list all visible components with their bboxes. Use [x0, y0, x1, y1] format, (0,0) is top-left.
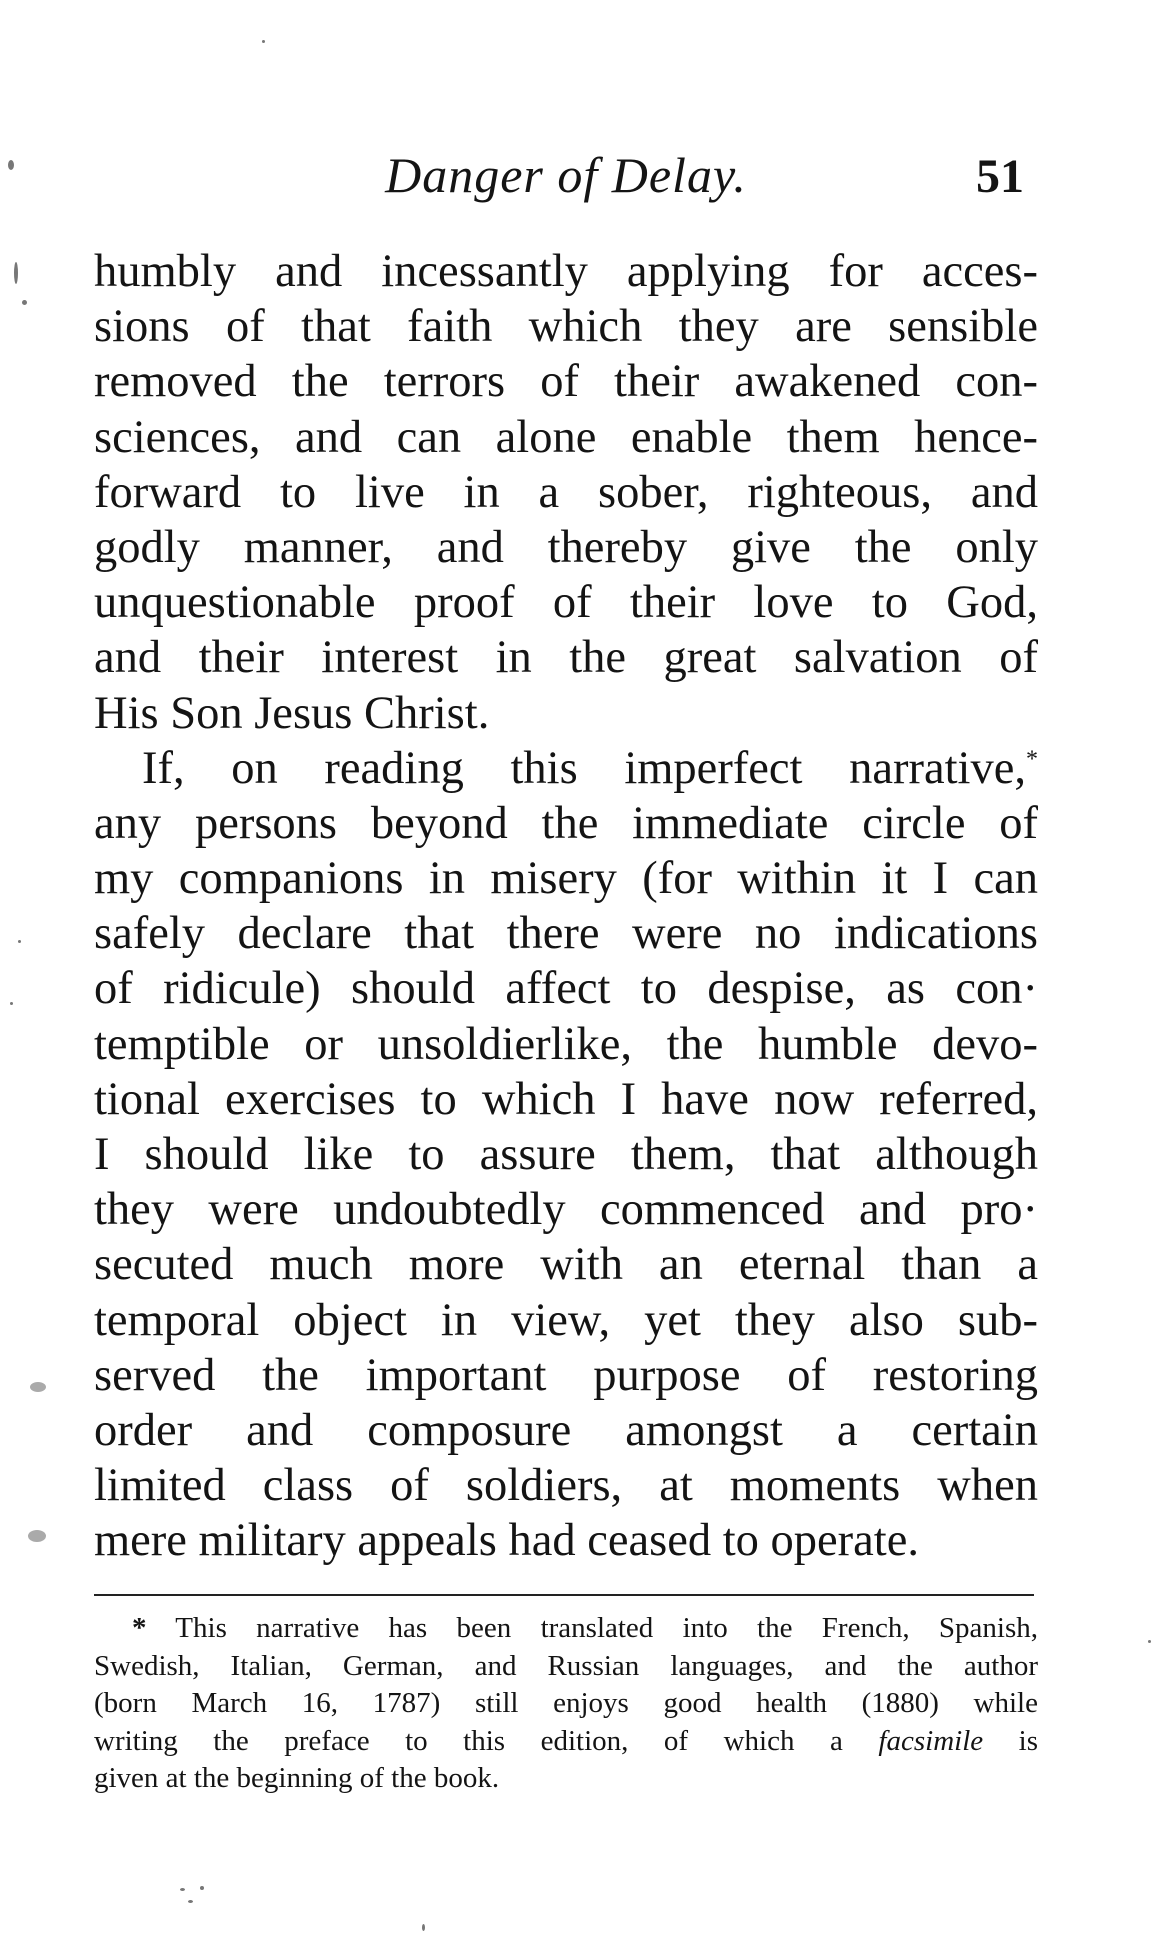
text-line: sciences, and can alone enable them hence-	[94, 411, 1038, 463]
footnote-text: This narrative has been translated into the French, Spanish,	[175, 1612, 1038, 1644]
footnote-line	[94, 1723, 1038, 1761]
text-line: temporal object in view, yet they also sub-	[94, 1294, 1038, 1346]
page-number: 51	[976, 150, 1024, 203]
footnote-marker: *	[132, 1612, 147, 1644]
text-line: tional exercises to which I have now referred,	[94, 1073, 1038, 1125]
text-line: they were undoubtedly commenced and pro·	[94, 1184, 1038, 1236]
footnote-line: given at the beginning of the book.	[94, 1762, 500, 1794]
text-line: I should like to assure them, that although	[94, 1129, 1038, 1180]
footnote-line: Swedish, Italian, German, and Russian languages, and the author	[94, 1649, 1038, 1682]
text-line: secuted much more with an eternal than a	[94, 1239, 1038, 1291]
text-line: served the important purpose of restoring	[94, 1349, 1038, 1401]
text-line: sions of that faith which they are sensible	[94, 301, 1038, 353]
text-line: removed the terrors of their awakened con-	[94, 356, 1038, 408]
footnote-italic-term: facsimile	[878, 1724, 984, 1757]
running-title: Danger of Delay.	[385, 147, 747, 203]
text-line: His Son Jesus Christ.	[94, 687, 490, 739]
text-line: any persons beyond the immediate circle of	[94, 797, 1038, 849]
text-line: and their interest in the great salvation of	[94, 632, 1038, 684]
text-line: mere military appeals had ceased to operate.	[94, 1515, 919, 1567]
text-line: forward to live in a sober, righteous, and	[94, 466, 1038, 518]
body-text	[94, 244, 1038, 1569]
text-line: my companions in misery (for within it I can	[94, 853, 1038, 905]
footnote-reference-marker: *	[1026, 746, 1038, 773]
footnote-line	[94, 1610, 1038, 1648]
text-fragment: If, on reading this imperfect narrative,	[142, 742, 1026, 794]
running-head	[94, 140, 1038, 210]
text-line: safely declare that there were no indications	[94, 908, 1038, 960]
footnote-text: writing the preface to this edition, of which a	[94, 1724, 843, 1757]
paragraph-start-line	[94, 741, 1038, 796]
text-line: temptible or unsoldierlike, the humble devo-	[94, 1018, 1038, 1070]
text-line: unquestionable proof of their love to God,	[94, 577, 1038, 629]
text-line: order and composure amongst a certain	[94, 1404, 1038, 1456]
footnote-rule	[94, 1594, 1034, 1596]
text-line: humbly and incessantly applying for acces-	[94, 246, 1038, 297]
footnote	[94, 1610, 1038, 1798]
text-line: godly manner, and thereby give the only	[94, 521, 1038, 573]
text-line: of ridicule) should affect to despise, as con·	[94, 963, 1038, 1015]
footnote-text: is	[1018, 1724, 1038, 1757]
text-line: limited class of soldiers, at moments when	[94, 1460, 1038, 1512]
footnote-line: (born March 16, 1787) still enjoys good health (1880) while	[94, 1687, 1038, 1719]
